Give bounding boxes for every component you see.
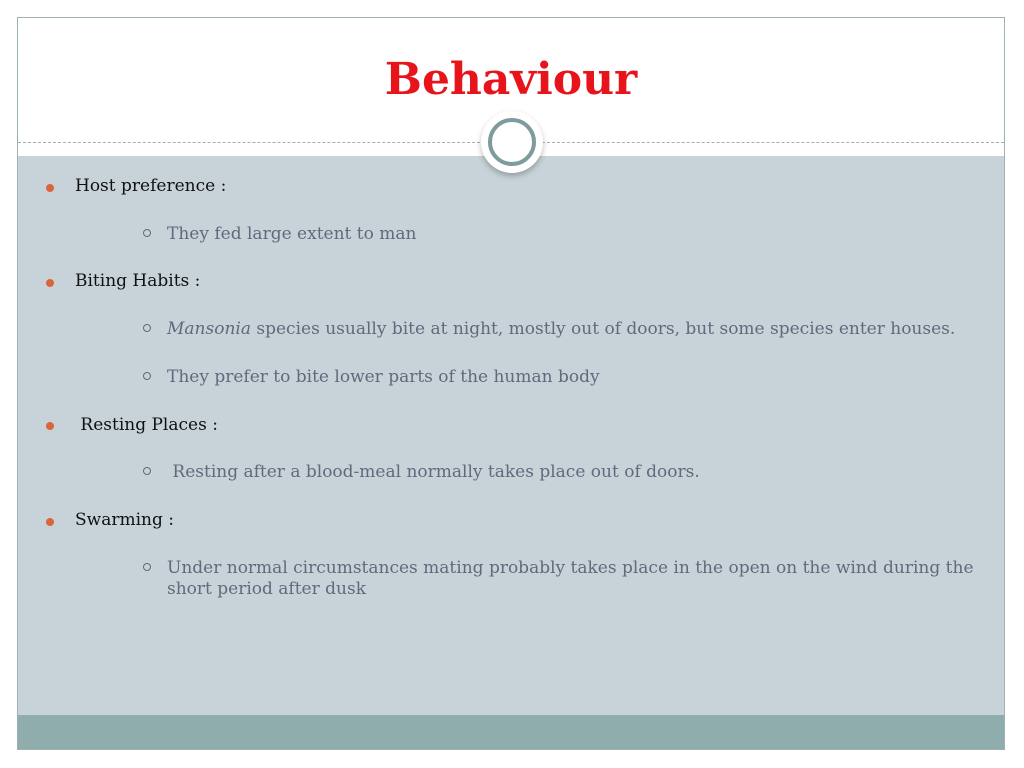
bullet-heading: Swarming : — [75, 510, 174, 530]
slide-title: Behaviour — [384, 54, 638, 105]
sub-bullet-icon — [143, 563, 151, 571]
bullet-icon — [46, 279, 54, 287]
sub-bullet-text: They prefer to bite lower parts of the human body — [167, 367, 600, 387]
content-area — [18, 156, 1004, 716]
sub-bullet-text: They fed large extent to man — [167, 224, 417, 244]
bullet-icon — [46, 518, 54, 526]
sub-bullet-text: Resting after a blood-meal normally takes place out of doors. — [167, 462, 700, 482]
bullet-heading: Biting Habits : — [75, 271, 201, 291]
bullet-icon — [46, 184, 54, 192]
sub-bullet-rest: species usually bite at night, mostly out of doors, but some species enter houses. — [250, 319, 956, 339]
slide — [17, 17, 1005, 750]
sub-bullet-text: Under normal circumstances mating probably takes place in the open on the wind during the short period after dusk — [167, 558, 974, 599]
bullet-heading: Resting Places : — [75, 415, 218, 435]
circle-ring — [488, 118, 536, 166]
sub-bullet-icon — [143, 229, 151, 237]
sub-bullet-icon — [143, 467, 151, 475]
genus-name: Mansonia — [167, 319, 251, 339]
sub-bullet-icon — [143, 324, 151, 332]
bullet-heading: Host preference : — [75, 176, 227, 196]
sub-bullet-text — [167, 319, 955, 340]
bullet-icon — [46, 422, 54, 430]
sub-bullet-icon — [143, 372, 151, 380]
footer-bar — [18, 715, 1004, 749]
title-circle-ornament — [481, 111, 543, 173]
